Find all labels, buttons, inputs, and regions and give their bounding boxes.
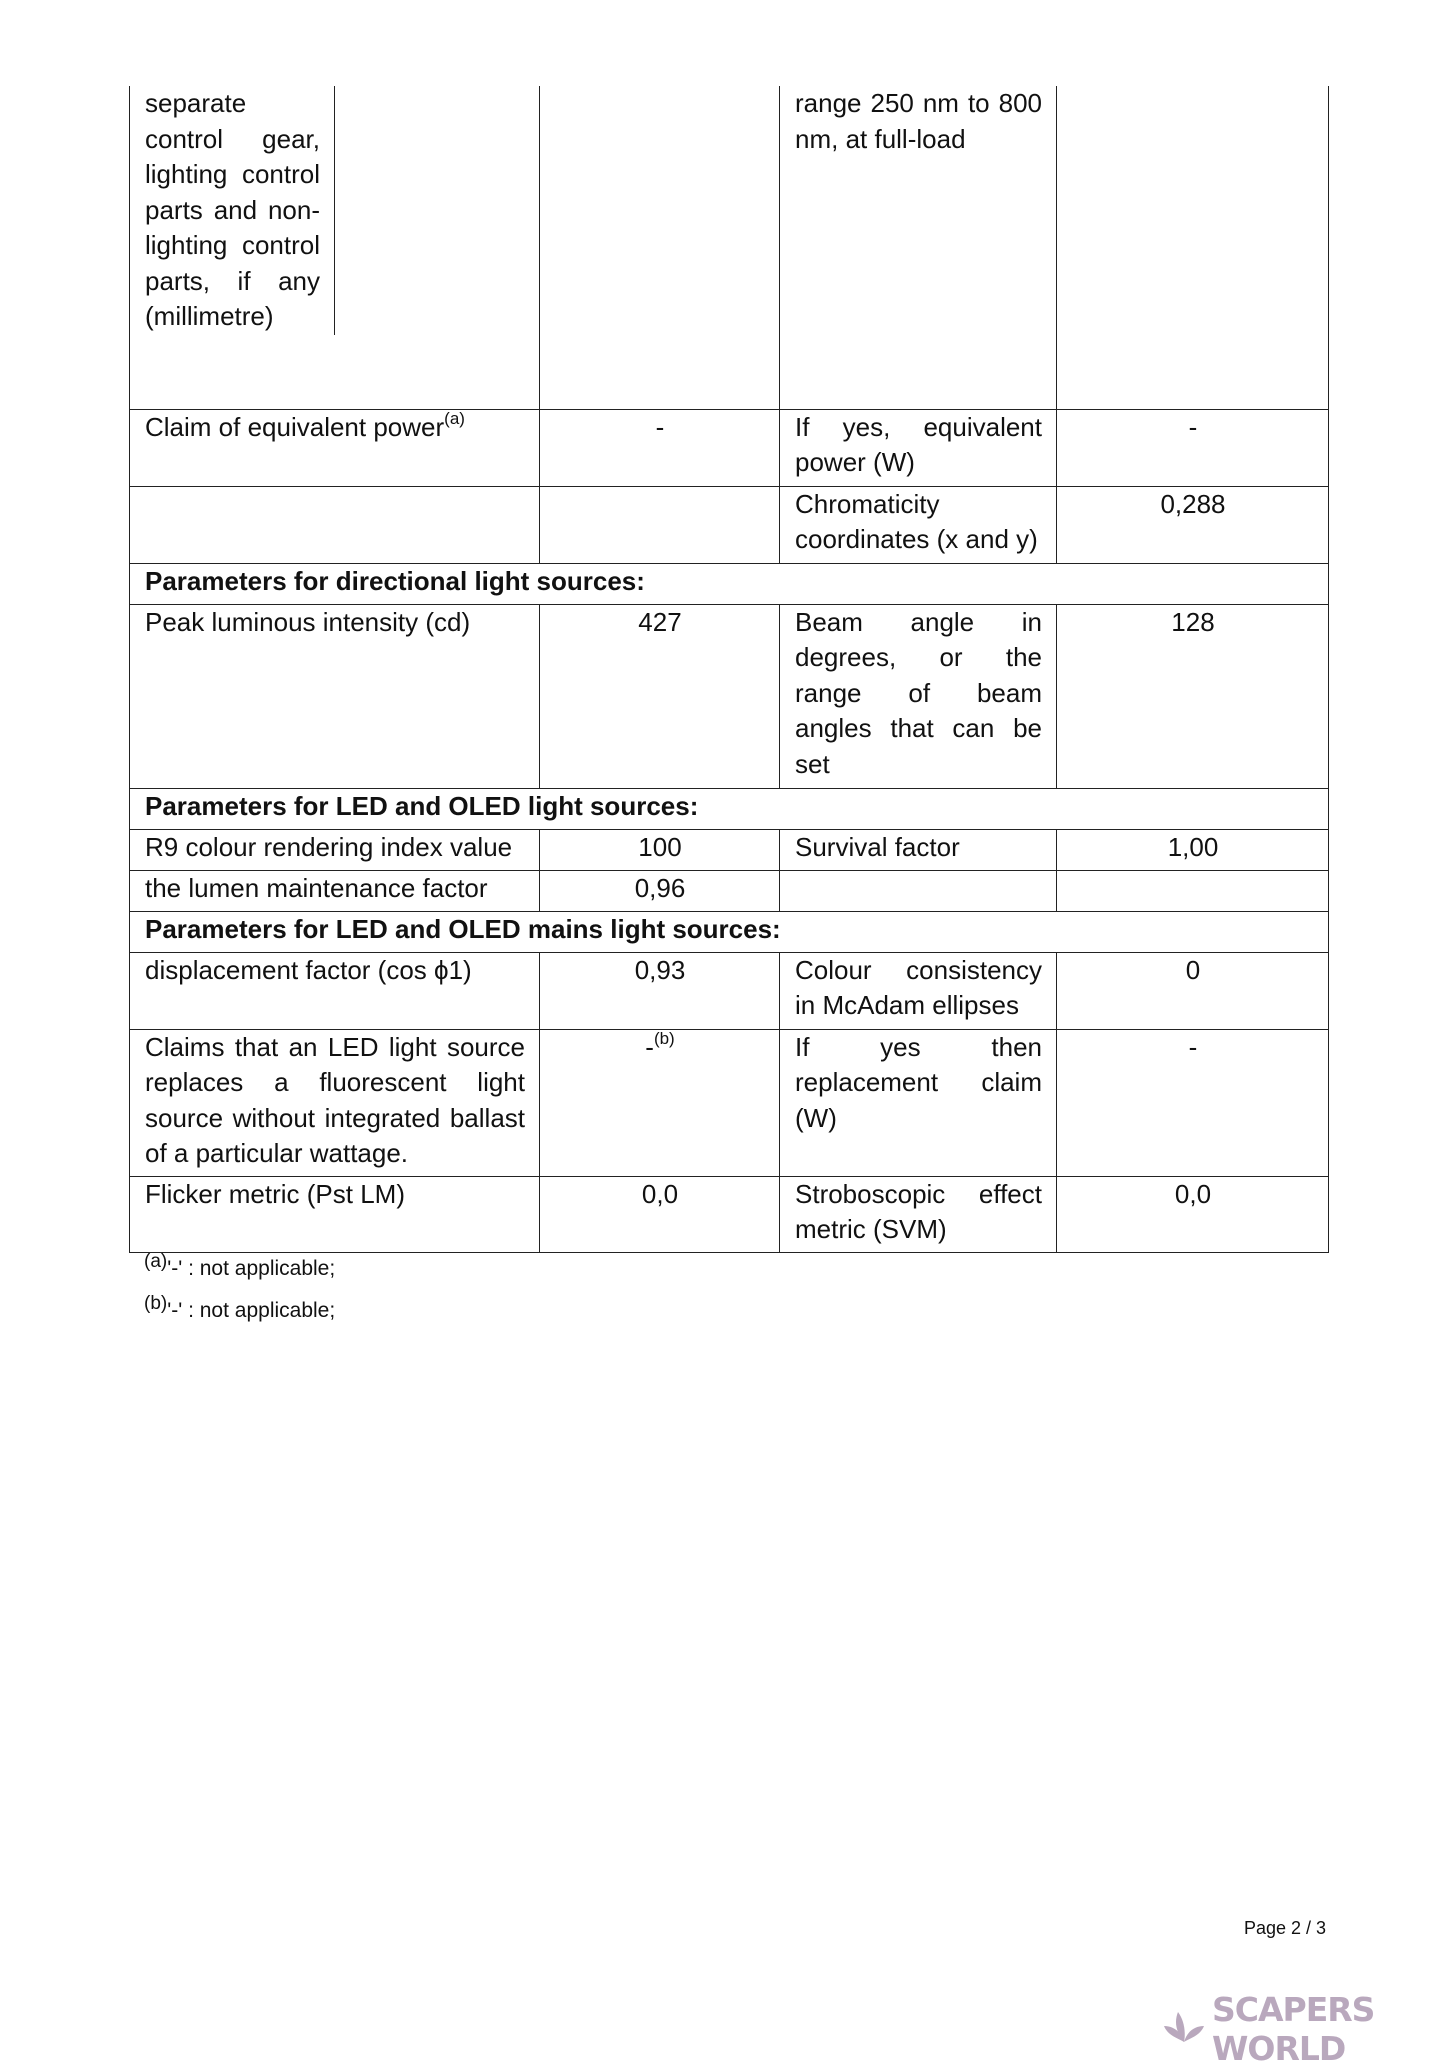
footnote-ref: (b) [653, 1028, 675, 1048]
row-value: 427 [540, 604, 780, 788]
row-label: separate control gear, lighting control parts and non-lighting control parts, if any (millimetre) [130, 86, 335, 335]
row-parameter: Chromaticity coordinates (x and y) [780, 486, 1057, 563]
footnotes [144, 1248, 335, 1332]
footnote-text: '-' : not applicable; [167, 1299, 336, 1322]
footnote-ref: (a) [444, 408, 465, 428]
table-row [130, 952, 1329, 1029]
table-row [130, 604, 1329, 788]
watermark-text: SCAPERS WORLD [1212, 1990, 1375, 2068]
row-parameter-value: 128 [1057, 604, 1329, 788]
section-row [130, 563, 1329, 604]
row-value: 0,93 [540, 952, 780, 1029]
watermark-logo [1164, 1990, 1445, 2068]
row-parameter: Survival factor [780, 829, 1057, 870]
section-row [130, 788, 1329, 829]
row-parameter-value: 0 [1057, 952, 1329, 1029]
row-parameter-value: - [1057, 1029, 1329, 1176]
row-label: Flicker metric (Pst LM) [130, 1176, 540, 1252]
section-row [130, 911, 1329, 952]
footnote-text: '-' : not applicable; [167, 1257, 336, 1280]
row-label: displacement factor (cos ϕ1) [130, 952, 540, 1029]
table-row [130, 829, 1329, 870]
row-value [540, 1029, 780, 1176]
row-parameter-value: 1,00 [1057, 829, 1329, 870]
row-value: 0,0 [540, 1176, 780, 1252]
row-parameter: Stroboscopic effect metric (SVM) [780, 1176, 1057, 1252]
row-parameter-value: 0,288 [1057, 486, 1329, 563]
row-label: Peak luminous intensity (cd) [130, 604, 540, 788]
table-cell [130, 486, 540, 563]
footnote [144, 1290, 335, 1332]
section-heading: Parameters for LED and OLED mains light sources: [130, 911, 1329, 952]
row-value: 100 [540, 829, 780, 870]
table-cell [540, 486, 780, 563]
row-parameter: Beam angle in degrees, or the range of beam angles that can be set [780, 604, 1057, 788]
footnote [144, 1248, 335, 1290]
table-row [130, 1029, 1329, 1176]
page-number: Page 2 / 3 [1244, 1918, 1327, 1938]
table-cell [1057, 86, 1329, 409]
row-label: Claims that an LED light source replaces a fluorescent light source without integrated ballast of a particular wattage. [130, 1029, 540, 1176]
footnote-marker: (b) [144, 1293, 168, 1314]
row-parameter: range 250 nm to 800 nm, at full-load [780, 86, 1057, 409]
table-row [130, 486, 1329, 563]
row-parameter: If yes, equivalent power (W) [780, 409, 1057, 486]
label-text: Claim of equivalent power [145, 411, 445, 442]
row-label: R9 colour rendering index value [130, 829, 540, 870]
row-label: the lumen maintenance factor [130, 870, 540, 911]
table-cell [1057, 870, 1329, 911]
product-information-table [129, 86, 1329, 1253]
row-parameter-value: - [1057, 409, 1329, 486]
table-cell [540, 86, 780, 409]
row-label [130, 409, 540, 486]
table-cell [130, 86, 540, 409]
row-parameter-value: 0,0 [1057, 1176, 1329, 1252]
section-heading: Parameters for LED and OLED light sources: [130, 788, 1329, 829]
table-row [130, 1176, 1329, 1252]
row-parameter: If yes then replacement claim (W) [780, 1029, 1057, 1176]
table-row [130, 86, 1329, 409]
row-value: - [540, 409, 780, 486]
value-text: - [645, 1031, 654, 1062]
table-row [130, 409, 1329, 486]
table-row [130, 870, 1329, 911]
table-cell [780, 870, 1057, 911]
footnote-marker: (a) [144, 1251, 168, 1272]
row-parameter: Colour consistency in McAdam ellipses [780, 952, 1057, 1029]
row-value: 0,96 [540, 870, 780, 911]
section-heading: Parameters for directional light sources: [130, 563, 1329, 604]
